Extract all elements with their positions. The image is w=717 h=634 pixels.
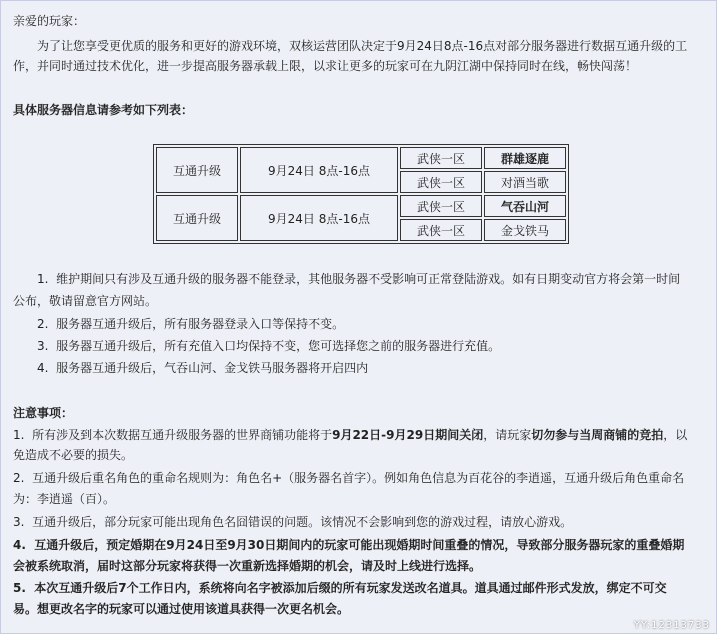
server-name-cell: 金戈铁马 [484, 219, 566, 241]
greeting: 亲爱的玩家： [13, 14, 86, 28]
note-text: 互通升级后重名角色的重命名规则为：角色名+（服务器名首字）。例如角色信息为百花谷的李逍遥，互通升级后角色重命名 [32, 471, 685, 485]
info-item-4 [37, 360, 368, 376]
note-number: 2. [13, 471, 25, 485]
server-name-cell: 群雄逐鹿 [484, 147, 566, 169]
note-number: 5. [13, 581, 26, 595]
note-number: 4. [13, 538, 26, 552]
note-highlight: 切勿参与当周商铺的竞拍 [531, 428, 664, 442]
item-text: 维护期间只有涉及互通升级的服务器不能登录，其他服务器不受影响可正常登陆游戏。如有日期变动官方将会第一时间 [56, 272, 681, 286]
note-2-cont: 为：李逍遥（百）。 [13, 492, 116, 506]
note-text: 所有涉及到本次数据互通升级服务器的世界商铺功能将于 [32, 428, 333, 442]
note-highlight: 9月22日-9月29日期间关闭 [332, 428, 484, 442]
info-item-3 [37, 338, 500, 354]
time-cell: 9月24日 8点-16点 [240, 195, 398, 241]
note-3 [13, 514, 572, 530]
table-row [156, 147, 566, 169]
note-2 [13, 470, 684, 486]
note-text: 本次互通升级后7个工作日内，系统将向名字被添加后缀的所有玩家发送改名道具。道具通过邮件形式发放，绑定不可交 [34, 581, 667, 595]
item-number: 4. [37, 361, 49, 375]
upgrade-type-cell: 互通升级 [156, 147, 238, 193]
note-text: ，请玩家 [483, 428, 532, 442]
note-4 [13, 537, 684, 553]
info-item-1-cont: 公布，敬请留意官方网站。 [13, 294, 158, 308]
item-text: 服务器互通升级后，所有服务器登录入口等保持不变。 [56, 317, 345, 331]
item-text: 服务器互通升级后，气吞山河、金戈铁马服务器将开启四内 [56, 361, 369, 375]
note-text: 互通升级后，预定婚期在9月24日至9月30日期间内的玩家可能出现婚期时间重叠的情况，导致部分服务器玩家的重叠婚期 [34, 538, 685, 552]
note-number: 3. [13, 515, 25, 529]
zone-cell: 武侠一区 [400, 171, 482, 193]
server-name-cell: 对酒当歌 [484, 171, 566, 193]
info-item-2 [37, 316, 344, 332]
note-text: ，以 [663, 428, 688, 442]
upgrade-type-cell: 互通升级 [156, 195, 238, 241]
note-1-cont: 免造成不必要的损失。 [13, 448, 134, 462]
notes-title: 注意事项： [13, 406, 74, 420]
server-table [153, 144, 569, 244]
zone-cell: 武侠一区 [400, 195, 482, 217]
item-text: 服务器互通升级后，所有充值入口均保持不变，您可选择您之前的服务器进行充值。 [56, 339, 501, 353]
info-item-1 [37, 271, 680, 287]
zone-cell: 武侠一区 [400, 219, 482, 241]
note-5 [13, 580, 667, 596]
table-row [156, 195, 566, 217]
intro-line-1: 为了让您享受更优质的服务和更好的游戏环境，双核运营团队决定于9月24日8点-16点对部分服务器进行数据互通升级的工 [37, 39, 688, 53]
note-text: 互通升级后，部分玩家可能出现角色名囧错误的问题。该情况不会影响到您的游戏过程，请放心游戏。 [32, 515, 573, 529]
item-number: 1. [37, 272, 49, 286]
zone-cell: 武侠一区 [400, 147, 482, 169]
server-name-cell: 气吞山河 [484, 195, 566, 217]
note-1 [13, 427, 687, 443]
item-number: 2. [37, 317, 49, 331]
list-title: 具体服务器信息请参考如下列表： [13, 103, 194, 117]
note-5-cont: 易。想更改名字的玩家可以通过使用该道具获得一次更名机会。 [13, 602, 350, 616]
note-number: 1. [13, 428, 25, 442]
intro-line-2: 作，并同时通过技术优化，进一步提高服务器承载上限，以求让更多的玩家可在九阴江湖中保持同时在线，畅快闯荡！ [13, 59, 638, 73]
note-4-cont: 会被系统取消，届时这部分玩家将获得一次重新选择婚期的机会，请及时上线进行选择。 [13, 559, 482, 573]
watermark: YY:12313733 [633, 620, 710, 631]
time-cell: 9月24日 8点-16点 [240, 147, 398, 193]
item-number: 3. [37, 339, 49, 353]
